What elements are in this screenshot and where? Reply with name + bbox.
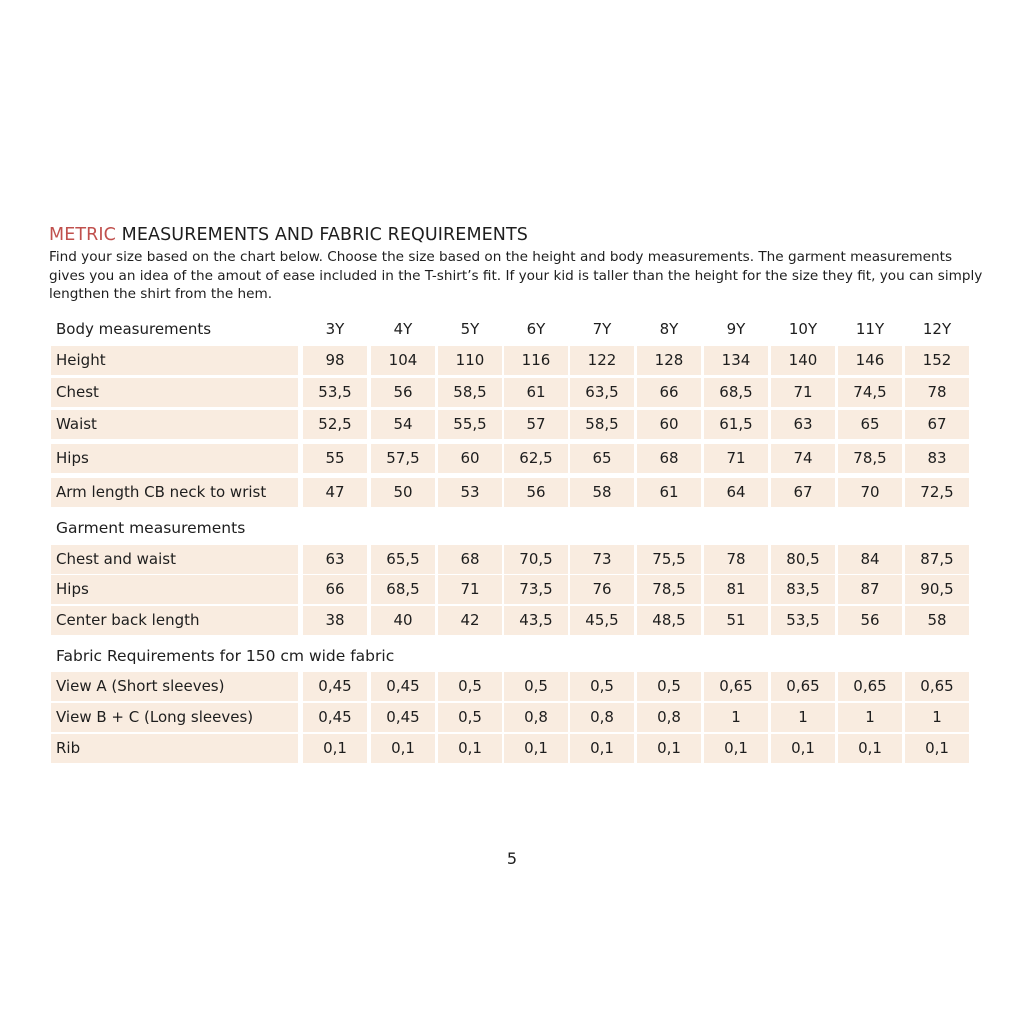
value-cell: 75,5 bbox=[637, 545, 701, 574]
value-cell: 0,8 bbox=[504, 703, 568, 732]
value-cell: 152 bbox=[905, 346, 969, 375]
value-cell: 76 bbox=[570, 575, 634, 604]
value-cell: 110 bbox=[438, 346, 502, 375]
fabric-section-heading: Fabric Requirements for 150 cm wide fabric bbox=[56, 647, 395, 665]
value-cell: 65 bbox=[570, 444, 634, 473]
table-row bbox=[51, 734, 969, 763]
value-cell: 0,5 bbox=[438, 703, 502, 732]
value-cell: 55,5 bbox=[438, 410, 502, 439]
value-cell: 61 bbox=[637, 478, 701, 507]
value-cell: 104 bbox=[371, 346, 435, 375]
value-cell: 8Y bbox=[659, 320, 679, 338]
value-cell: 70,5 bbox=[504, 545, 568, 574]
table-row bbox=[51, 478, 969, 507]
value-cell: 45,5 bbox=[570, 606, 634, 635]
value-cell: 0,45 bbox=[371, 703, 435, 732]
value-cell: 7Y bbox=[592, 320, 612, 338]
value-cell: 0,1 bbox=[303, 734, 367, 763]
value-cell: 71 bbox=[771, 378, 835, 407]
value-cell: 0,5 bbox=[504, 672, 568, 701]
value-cell: 9Y bbox=[726, 320, 746, 338]
value-cell: 0,8 bbox=[637, 703, 701, 732]
value-cell: 78 bbox=[905, 378, 969, 407]
value-cell: 58 bbox=[570, 478, 634, 507]
value-cell: 0,1 bbox=[438, 734, 502, 763]
value-cell: 71 bbox=[704, 444, 768, 473]
value-cell: 43,5 bbox=[504, 606, 568, 635]
value-cell: 78 bbox=[704, 545, 768, 574]
title-accent: METRIC bbox=[49, 225, 116, 245]
value-cell: 84 bbox=[838, 545, 902, 574]
value-cell: 52,5 bbox=[303, 410, 367, 439]
value-cell: 98 bbox=[303, 346, 367, 375]
value-cell: 128 bbox=[637, 346, 701, 375]
table-row bbox=[51, 444, 969, 473]
value-cell: 0,8 bbox=[570, 703, 634, 732]
value-cell: 72,5 bbox=[905, 478, 969, 507]
table-row bbox=[51, 545, 969, 574]
value-cell: 74 bbox=[771, 444, 835, 473]
value-cell: 42 bbox=[438, 606, 502, 635]
value-cell: 140 bbox=[771, 346, 835, 375]
value-cell: 122 bbox=[570, 346, 634, 375]
value-cell: 0,65 bbox=[704, 672, 768, 701]
value-cell: 62,5 bbox=[504, 444, 568, 473]
value-cell: 6Y bbox=[526, 320, 546, 338]
row-label: Chest and waist bbox=[51, 545, 298, 574]
value-cell: 53,5 bbox=[771, 606, 835, 635]
value-cell: 55 bbox=[303, 444, 367, 473]
value-cell: 68,5 bbox=[704, 378, 768, 407]
table-row bbox=[51, 672, 969, 701]
value-cell: 66 bbox=[303, 575, 367, 604]
table-row bbox=[51, 346, 969, 375]
value-cell: 90,5 bbox=[905, 575, 969, 604]
value-cell: 1 bbox=[704, 703, 768, 732]
row-label: Rib bbox=[51, 734, 298, 763]
value-cell: 83,5 bbox=[771, 575, 835, 604]
value-cell: 74,5 bbox=[838, 378, 902, 407]
value-cell: 0,45 bbox=[303, 672, 367, 701]
row-label: Height bbox=[51, 346, 298, 375]
value-cell: 63 bbox=[303, 545, 367, 574]
value-cell: 116 bbox=[504, 346, 568, 375]
row-label: Body measurements bbox=[56, 320, 212, 338]
row-label: Hips bbox=[51, 575, 298, 604]
value-cell: 134 bbox=[704, 346, 768, 375]
value-cell: 73 bbox=[570, 545, 634, 574]
value-cell: 146 bbox=[838, 346, 902, 375]
value-cell: 11Y bbox=[855, 320, 885, 338]
value-cell: 63 bbox=[771, 410, 835, 439]
value-cell: 0,1 bbox=[704, 734, 768, 763]
table-row bbox=[51, 410, 969, 439]
value-cell: 12Y bbox=[922, 320, 952, 338]
row-label: Waist bbox=[51, 410, 298, 439]
value-cell: 1 bbox=[838, 703, 902, 732]
row-label: Hips bbox=[51, 444, 298, 473]
row-label: View B + C (Long sleeves) bbox=[51, 703, 298, 732]
value-cell: 53,5 bbox=[303, 378, 367, 407]
row-label: Center back length bbox=[51, 606, 298, 635]
table-row bbox=[51, 378, 969, 407]
value-cell: 0,65 bbox=[905, 672, 969, 701]
value-cell: 68,5 bbox=[371, 575, 435, 604]
value-cell: 0,45 bbox=[303, 703, 367, 732]
table-row bbox=[51, 575, 969, 604]
value-cell: 1 bbox=[905, 703, 969, 732]
value-cell: 61 bbox=[504, 378, 568, 407]
value-cell: 0,1 bbox=[905, 734, 969, 763]
value-cell: 58,5 bbox=[438, 378, 502, 407]
value-cell: 58,5 bbox=[570, 410, 634, 439]
value-cell: 70 bbox=[838, 478, 902, 507]
value-cell: 65,5 bbox=[371, 545, 435, 574]
value-cell: 63,5 bbox=[570, 378, 634, 407]
page-title bbox=[49, 225, 528, 245]
table-row bbox=[51, 606, 969, 635]
value-cell: 0,65 bbox=[771, 672, 835, 701]
row-label: Chest bbox=[51, 378, 298, 407]
value-cell: 50 bbox=[371, 478, 435, 507]
value-cell: 68 bbox=[438, 545, 502, 574]
value-cell: 66 bbox=[637, 378, 701, 407]
value-cell: 83 bbox=[905, 444, 969, 473]
table-row bbox=[51, 703, 969, 732]
value-cell: 0,45 bbox=[371, 672, 435, 701]
garment-section-heading: Garment measurements bbox=[56, 519, 246, 537]
value-cell: 0,1 bbox=[504, 734, 568, 763]
value-cell: 38 bbox=[303, 606, 367, 635]
value-cell: 78,5 bbox=[838, 444, 902, 473]
value-cell: 0,1 bbox=[371, 734, 435, 763]
value-cell: 56 bbox=[371, 378, 435, 407]
value-cell: 57,5 bbox=[371, 444, 435, 473]
value-cell: 78,5 bbox=[637, 575, 701, 604]
intro-paragraph: Find your size based on the chart below. Choose the size based on the height and body measurements. The garment measurements gives you an idea of the amout of ease included in the T-shirt’s fit. If your kid is taller than the height for the size they fit, you can simply lengthen the shirt from the hem. bbox=[49, 249, 983, 302]
value-cell: 80,5 bbox=[771, 545, 835, 574]
value-cell: 67 bbox=[771, 478, 835, 507]
value-cell: 0,5 bbox=[438, 672, 502, 701]
title-rest: MEASUREMENTS AND FABRIC REQUIREMENTS bbox=[116, 225, 528, 245]
value-cell: 68 bbox=[637, 444, 701, 473]
value-cell: 61,5 bbox=[704, 410, 768, 439]
value-cell: 60 bbox=[637, 410, 701, 439]
value-cell: 58 bbox=[905, 606, 969, 635]
value-cell: 0,1 bbox=[570, 734, 634, 763]
value-cell: 0,1 bbox=[637, 734, 701, 763]
value-cell: 0,1 bbox=[771, 734, 835, 763]
value-cell: 1 bbox=[771, 703, 835, 732]
value-cell: 40 bbox=[371, 606, 435, 635]
value-cell: 57 bbox=[504, 410, 568, 439]
value-cell: 73,5 bbox=[504, 575, 568, 604]
row-label: View A (Short sleeves) bbox=[51, 672, 298, 701]
value-cell: 65 bbox=[838, 410, 902, 439]
value-cell: 47 bbox=[303, 478, 367, 507]
page-number: 5 bbox=[506, 849, 518, 868]
value-cell: 0,5 bbox=[637, 672, 701, 701]
value-cell: 10Y bbox=[788, 320, 818, 338]
value-cell: 54 bbox=[371, 410, 435, 439]
value-cell: 87,5 bbox=[905, 545, 969, 574]
value-cell: 0,65 bbox=[838, 672, 902, 701]
value-cell: 0,5 bbox=[570, 672, 634, 701]
value-cell: 48,5 bbox=[637, 606, 701, 635]
value-cell: 3Y bbox=[325, 320, 345, 338]
value-cell: 56 bbox=[838, 606, 902, 635]
value-cell: 81 bbox=[704, 575, 768, 604]
value-cell: 67 bbox=[905, 410, 969, 439]
value-cell: 87 bbox=[838, 575, 902, 604]
value-cell: 64 bbox=[704, 478, 768, 507]
table-header-row bbox=[51, 315, 969, 344]
value-cell: 53 bbox=[438, 478, 502, 507]
value-cell: 5Y bbox=[460, 320, 480, 338]
value-cell: 71 bbox=[438, 575, 502, 604]
row-label: Arm length CB neck to wrist bbox=[51, 478, 298, 507]
value-cell: 0,1 bbox=[838, 734, 902, 763]
value-cell: 4Y bbox=[393, 320, 413, 338]
value-cell: 56 bbox=[504, 478, 568, 507]
value-cell: 60 bbox=[438, 444, 502, 473]
value-cell: 51 bbox=[704, 606, 768, 635]
